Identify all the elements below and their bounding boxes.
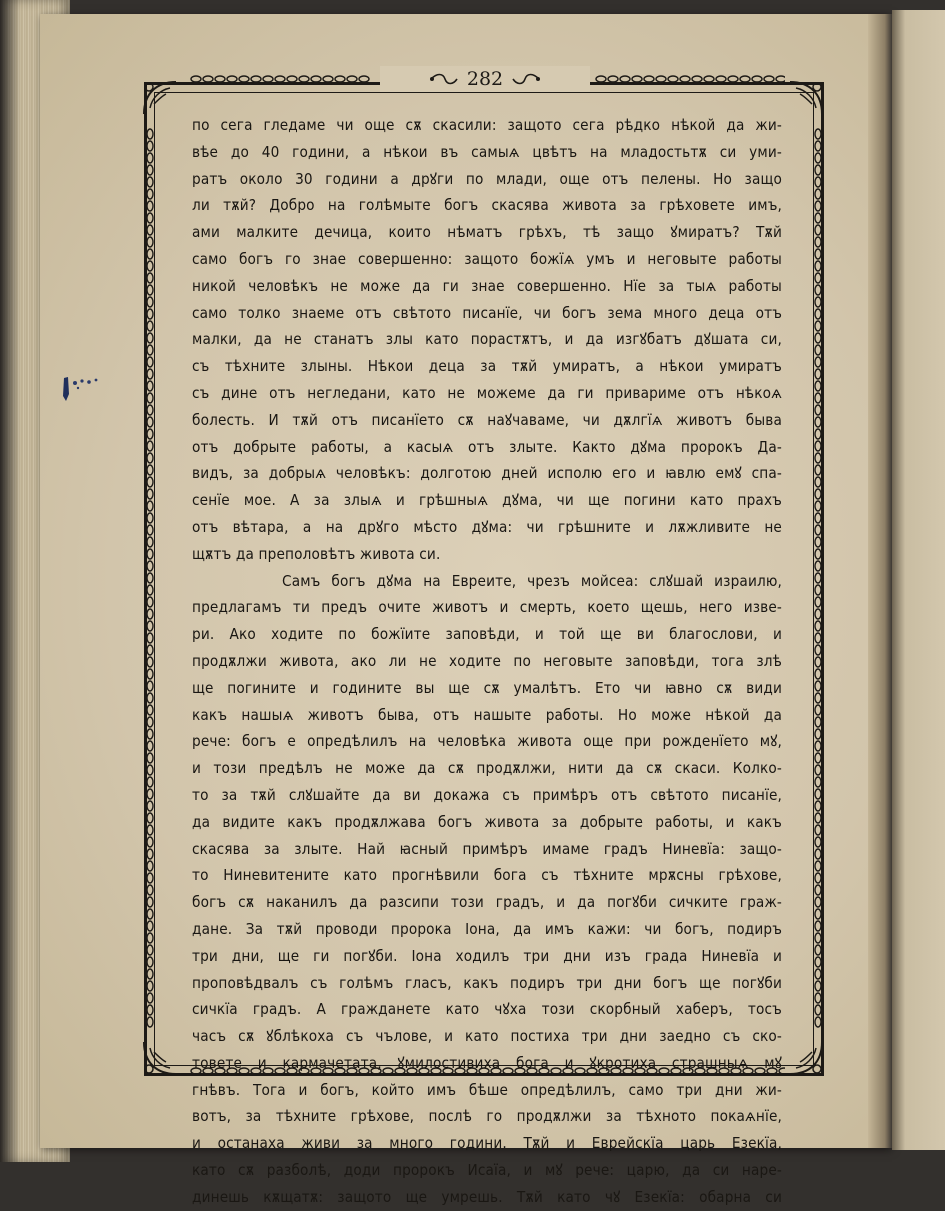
text-line: ри. Ако ходите по божїите заповѣди, и той ще ви благослови, и: [192, 625, 782, 644]
page-header: [380, 66, 590, 92]
corner-ornament-bottom-left: [140, 1038, 180, 1078]
text-line: гнѣвъ. Тога и богъ, който имъ бѣше опредѣлилъ, само три дни жи-: [192, 1080, 782, 1099]
text-line: ли тѫй? Добро на голѣмыте богъ скасява живота за грѣховете имъ,: [192, 196, 782, 215]
text-line: съ тѣхните злыны. Нѣкои деца за тѫй умиратъ, а нѣкои умиратъ: [192, 357, 782, 376]
text-line: да видите какъ продѫлжава богъ живота за добрыте работы, и какъ: [192, 812, 782, 831]
text-line: никой человѣкъ не може да ги знае совершенно. Нїе за тыѧ работы: [192, 276, 782, 295]
text-line: предлагамъ ти предъ очите животъ и смерть, което щешь, него изве-: [192, 598, 782, 617]
text-line: дане. За тѫй проводи пророка Іона, да имъ кажи: чи богъ, подиръ: [192, 919, 782, 938]
text-line: само толко знаеме отъ свѣтото писанїе, чи богъ зема много деца отъ: [192, 303, 782, 322]
flourish-left-icon: [429, 72, 459, 86]
text-line: като сѫ разболѣ, доди пророкъ Исаїа, и мꙋ рече: царю, да си наре-: [192, 1161, 782, 1180]
text-line: и останаха живи за много години. Тѫй и Еврейскїа царь Езекїа,: [192, 1134, 782, 1153]
text-line: видъ, за добрыѧ человѣкъ: долготою дней исполю его и ꙗвлю емꙋ спа-: [192, 464, 782, 483]
page-number: 282: [466, 68, 504, 90]
book-gutter: [868, 14, 892, 1148]
text-line: скасява за злыте. Най ꙗсный примѣръ имаме градъ Ниневїа: защо-: [192, 839, 782, 858]
frame-chain-top-right: [595, 74, 785, 84]
text-line: вѣе до 40 години, а нѣкои въ самыѧ цвѣтъ на младостьтѫ си уми-: [192, 142, 782, 161]
text-line: то Ниневитените като прогнѣвили бога съ тѣхните мрѫсны грѣхове,: [192, 866, 782, 885]
text-line: продѫлжи живота, ако ли не ходите по неговыте заповѣди, тога злѣ: [192, 651, 782, 670]
text-line: рече: богъ е опредѣлилъ на человѣка живота още при рожденїето мꙋ,: [192, 732, 782, 751]
text-line: щѫтъ да преполовѣтъ живота си.: [192, 544, 441, 563]
body-text: [192, 112, 782, 1206]
text-line: по сега гледаме чи още сѫ скасили: защото сега рѣдко нѣкой да жи-: [192, 116, 782, 134]
text-line: малки, да не станатъ злы като порастѫтъ, и да изгꙋбатъ дꙋшата си,: [192, 330, 782, 349]
corner-ornament-top-right: [786, 78, 826, 118]
text-line: ами малките дечица, които нѣматъ грѣхъ, тѣ защо ꙋмиратъ? Тѫй: [192, 223, 782, 242]
text-line: вотъ, за тѣхните грѣхове, послѣ го продѫлжи за тѣхното покаѧнїе,: [192, 1107, 782, 1126]
text-line: ще погините и годините вы ще сѫ умалѣтъ. Ето чи ꙗвно сѫ види: [192, 678, 782, 697]
text-line: отъ добрыте работы, а касыѧ отъ злыте. Както дꙋма пророкъ Да-: [192, 437, 782, 456]
text-line: ратъ около 30 години а дрꙋги по млади, още отъ пелены. Но защо: [192, 169, 782, 188]
text-line: часъ сѫ ꙋблѣкоха съ чълове, и като постиха три дни заедно съ ско-: [192, 1027, 782, 1046]
text-line: динешь кѫщатѫ: защото ще умрешь. Тѫй като чꙋ Езекїа: обарна си: [192, 1187, 782, 1206]
text-line: сенїе мое. А за злыѧ и грѣшныѧ дꙋма, чи ще погини като прахъ: [192, 491, 782, 510]
text-line: товете и кармачетата, ꙋмилостивиха бога и ꙋкротиха страшныѧ мꙋ: [192, 1053, 782, 1072]
corner-ornament-bottom-right: [786, 1038, 826, 1078]
text-line: само богъ го знае совершенно: защото божїѧ умъ и неговыте работы: [192, 249, 782, 268]
text-line: богъ сѫ наканилъ да разсипи този градъ, и да погꙋби сичките граж-: [192, 893, 782, 912]
text-line: сичкїа градъ. А гражданете като чꙋха този скорбный хаберъ, тосъ: [192, 1000, 782, 1019]
text-line: три дни, ще ги погꙋби. Іона ходилъ три дни изъ града Ниневїа и: [192, 946, 782, 965]
facing-page-edge: [892, 10, 945, 1150]
text-line: болесть. И тѫй отъ писанїето сѫ наꙋчаваме, чи дѫлгїѧ животъ быва: [192, 410, 782, 429]
corner-ornament-top-left: [140, 78, 180, 118]
text-line: то за тѫй слꙋшайте да ви докажа съ примѣръ отъ свѣтото писанїе,: [192, 785, 782, 804]
text-line: отъ вѣтара, а на дрꙋго мѣсто дꙋма: чи грѣшните и лѫжливите не: [192, 517, 782, 536]
frame-chain-top-left: [190, 74, 370, 84]
flourish-right-icon: [511, 72, 541, 86]
text-line: проповѣдвалъ съ голѣмъ гласъ, какъ подиръ три дни богъ ще погꙋби: [192, 973, 782, 992]
text-line-paragraph-start: Самъ богъ дꙋма на Евреите, чрезъ мойсеа: слꙋшай израилю,: [282, 571, 782, 590]
page-stack-shadow: [0, 0, 20, 1162]
text-line: и този предѣлъ не може да сѫ продѫлжи, нити да сѫ скаси. Колко-: [192, 759, 782, 778]
text-line: съ дине отъ негледани, като не можеме да ги привариме отъ нѣкоѧ: [192, 383, 782, 402]
frame-chain-left: [145, 128, 155, 1028]
frame-chain-right: [813, 128, 823, 1028]
text-line: какъ нашыѧ животъ быва, отъ нашыте работы. Но може нѣкой да: [192, 705, 782, 724]
